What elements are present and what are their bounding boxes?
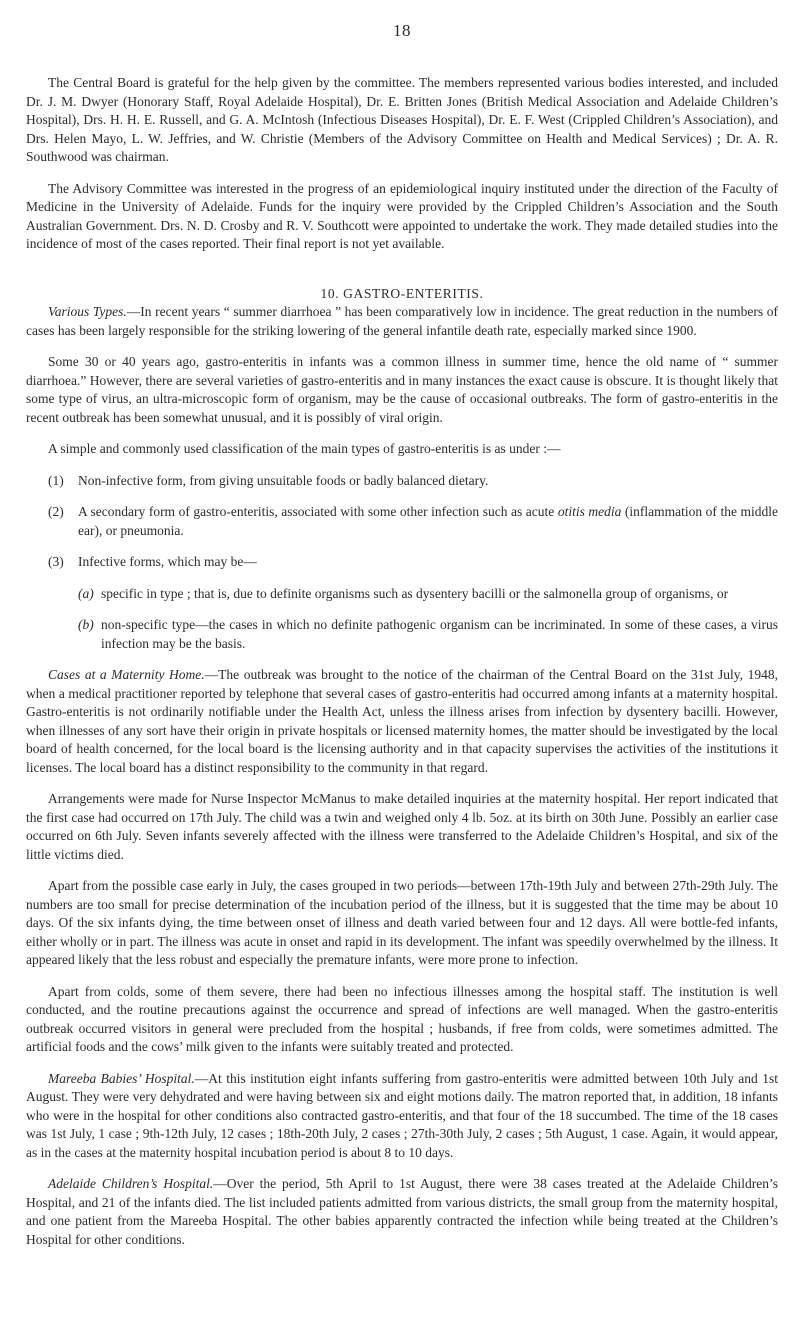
list-text: (inflammation of the middle ear), or pneumonia. — [78, 504, 778, 538]
list-item — [26, 585, 778, 604]
paragraph-committee-members: The Central Board is grateful for the help given by the committee. The members represented various bodies interested, and included Dr. J. M. Dwyer (Honorary Staff, Royal Adelaide Hospital), Dr. E. Britten Jones (British Medical Association and Adelaide Children’s Hospital), Drs. H. H. E. Russell, and G. A. McIntosh (Infectious Diseases Hospital), Dr. E. F. West (Crippled Children’s Association), and Drs. Helen Mayo, L. W. Jeffries, and W. Christie (Members of the Advisory Committee on Health and Medical Services) ; Dr. A. R. Southwood was chairman. — [26, 75, 778, 164]
paragraph-case-periods: Apart from the possible case early in July, the cases grouped in two periods—between 17th-19th July and between 27th-29th July. The numbers are too small for precise determination of the incubation period of the illness, but it is suggested that the time may be about 10 days. Of the six infants dying, the time between onset of illness and death varied between four and 12 days. All were bottle-fed infants, either wholly or in part. The illness was acute in onset and rapid in its development. The infant was speedily overwhelmed by the illness. It appeared likely that the less robust and especially the premature infants, were more prone to infection. — [26, 878, 778, 967]
list-item — [26, 616, 778, 653]
paragraph-history: Some 30 or 40 years ago, gastro-enteritis in infants was a common illness in summer time, hence the old name of “ summer diarrhoea.” However, there are several varieties of gastro-enteritis and in many instances the exact cause is obscure. It is thought likely that some type of virus, an ultra-microscopic form of organism, may be the cause of occasional outbreaks. The form of gastro-enteritis in the recent outbreak has been somewhat unusual, and it is possibly of viral origin. — [26, 354, 778, 425]
paragraph-inspector-report: Arrangements were made for Nurse Inspector McManus to make detailed inquiries at the maternity hospital. Her report indicated that the first case had occurred on 17th July. The child was a twin and weighed only 4 lb. 5oz. at its birth on 30th June. Possibly an earlier case occurred on 6th July. Seven infants severely affected with the illness were transferred to the Adelaide Children’s Hospital, and six of the little victims died. — [26, 791, 778, 862]
paragraph-text: —At this institution eight infants suffering from gastro-enteritis were admitted between 10th July and 1st August. They were very dehydrated and were having between six and eight motions daily. The matron reported that, in addition, 18 infants who were in the hospital for other conditions also contracted gastro-enteritis, and that four of the 18 succumbed. The time of the 18 cases was 1st July, 1 case ; 9th-12th July, 12 cases ; 18th-20th July, 2 cases ; 27th-30th July, 2 cases ; 5th August, 1 case. Again, it would appear, as in the cases at the maternity hospital incubation period is about 8 to 10 days. — [26, 1070, 778, 1160]
list-letter: (b) — [78, 617, 94, 632]
section-heading: 10. GASTRO-ENTERITIS. — [320, 285, 484, 301]
list-item — [26, 553, 778, 572]
paragraph-label: Various Types. — [48, 304, 127, 319]
paragraph-hospital-staff: Apart from colds, some of them severe, there had been no infectious illnesses among the hospital staff. The institution is well conducted, and the routine precautions against the occurrence and spread of infections are well managed. When the gastro-enteritis outbreak occurred visitors in general were precluded from the hospital ; husbands, if free from colds, were sometimes admitted. The artificial foods and the cows’ milk given to the infants were suitably treated and protected. — [26, 983, 778, 1054]
paragraph-mareeba — [26, 1070, 778, 1163]
page-number: 18 — [393, 21, 411, 40]
paragraph-text: —The outbreak was brought to the notice of the chairman of the Central Board on the 31st July, 1948, when a medical practitioner reported by telephone that several cases of gastro-enteritis had occurred among infants at a maternity hospital. Gastro-enteritis is not ordinarily notifiable under the Health Act, unless the illness arises from infection by dysentery bacilli. However, when illnesses of any sort have their origin in private hospitals or licensed maternity homes, the matter should be investigated by the local board of health concerned, for the local board is the licensing authority and in that capacity supervises the activities of the institutions it licenses. The local board has a distinct responsibility to the community in that regard. — [26, 667, 778, 775]
infective-forms-list — [26, 585, 778, 654]
list-number: (2) — [48, 504, 64, 519]
list-letter: (a) — [78, 585, 94, 601]
list-text: Infective forms, which may be— — [78, 554, 257, 569]
paragraph-text: —In recent years “ summer diarrhoea ” has been comparatively low in incidence. The great reduction in the numbers of cases has been largely responsible for the striking lowering of the general infantile death rate, especially marked since 1900. — [26, 304, 778, 338]
list-text: Non-infective form, from giving unsuitable foods or badly balanced dietary. — [78, 472, 489, 488]
paragraph-label: Mareeba Babies’ Hospital. — [48, 1070, 195, 1086]
list-text: specific in type ; that is, due to definite organisms such as dysentery bacilli or the salmonella group of organisms, or — [101, 585, 729, 601]
paragraph-classification-intro: A simple and commonly used classification of the main types of gastro-enteritis is as under :— — [48, 441, 561, 456]
paragraph-text: —Over the period, 5th April to 1st August, there were 38 cases treated at the Adelaide Children’s Hospital, and 21 of the infants died. The list included patients admitted from various districts, the small group from the maternity hospital, and one patient from the Mareeba Hospital. The other babies apparently contracted the infection while being treated at the Children’s Hospital for other conditions. — [26, 1176, 778, 1247]
list-number: (3) — [48, 554, 64, 569]
list-text: A secondary form of gastro-enteritis, associated with some other infection such as acute — [78, 504, 558, 519]
list-text: non-specific type—the cases in which no definite pathogenic organism can be incriminated. In some of these cases, a virus infection may be the basis. — [101, 617, 778, 651]
list-item — [26, 472, 778, 491]
list-number: (1) — [48, 472, 64, 488]
paragraph-maternity-home — [26, 666, 778, 777]
paragraph-label: Cases at a Maternity Home. — [48, 667, 205, 682]
classification-list — [26, 472, 778, 572]
list-text-italic: otitis media — [557, 504, 622, 519]
list-item — [26, 503, 778, 540]
paragraph-childrens-hospital — [26, 1175, 778, 1249]
paragraph-label: Adelaide Children’s Hospital. — [48, 1176, 214, 1191]
paragraph-advisory-committee: The Advisory Committee was interested in the progress of an epidemiological inquiry instituted under the direction of the Faculty of Medicine in the University of Adelaide. Funds for the inquiry were provided by the Crippled Children’s Association and the South Australian Government. Drs. N. D. Crosby and R. V. Southcott were appointed to undertake the work. They made detailed studies into the incidence of most of the cases reported. Their final report is not yet available. — [26, 180, 778, 251]
paragraph-various-types — [26, 303, 778, 340]
body-text — [26, 74, 778, 1249]
